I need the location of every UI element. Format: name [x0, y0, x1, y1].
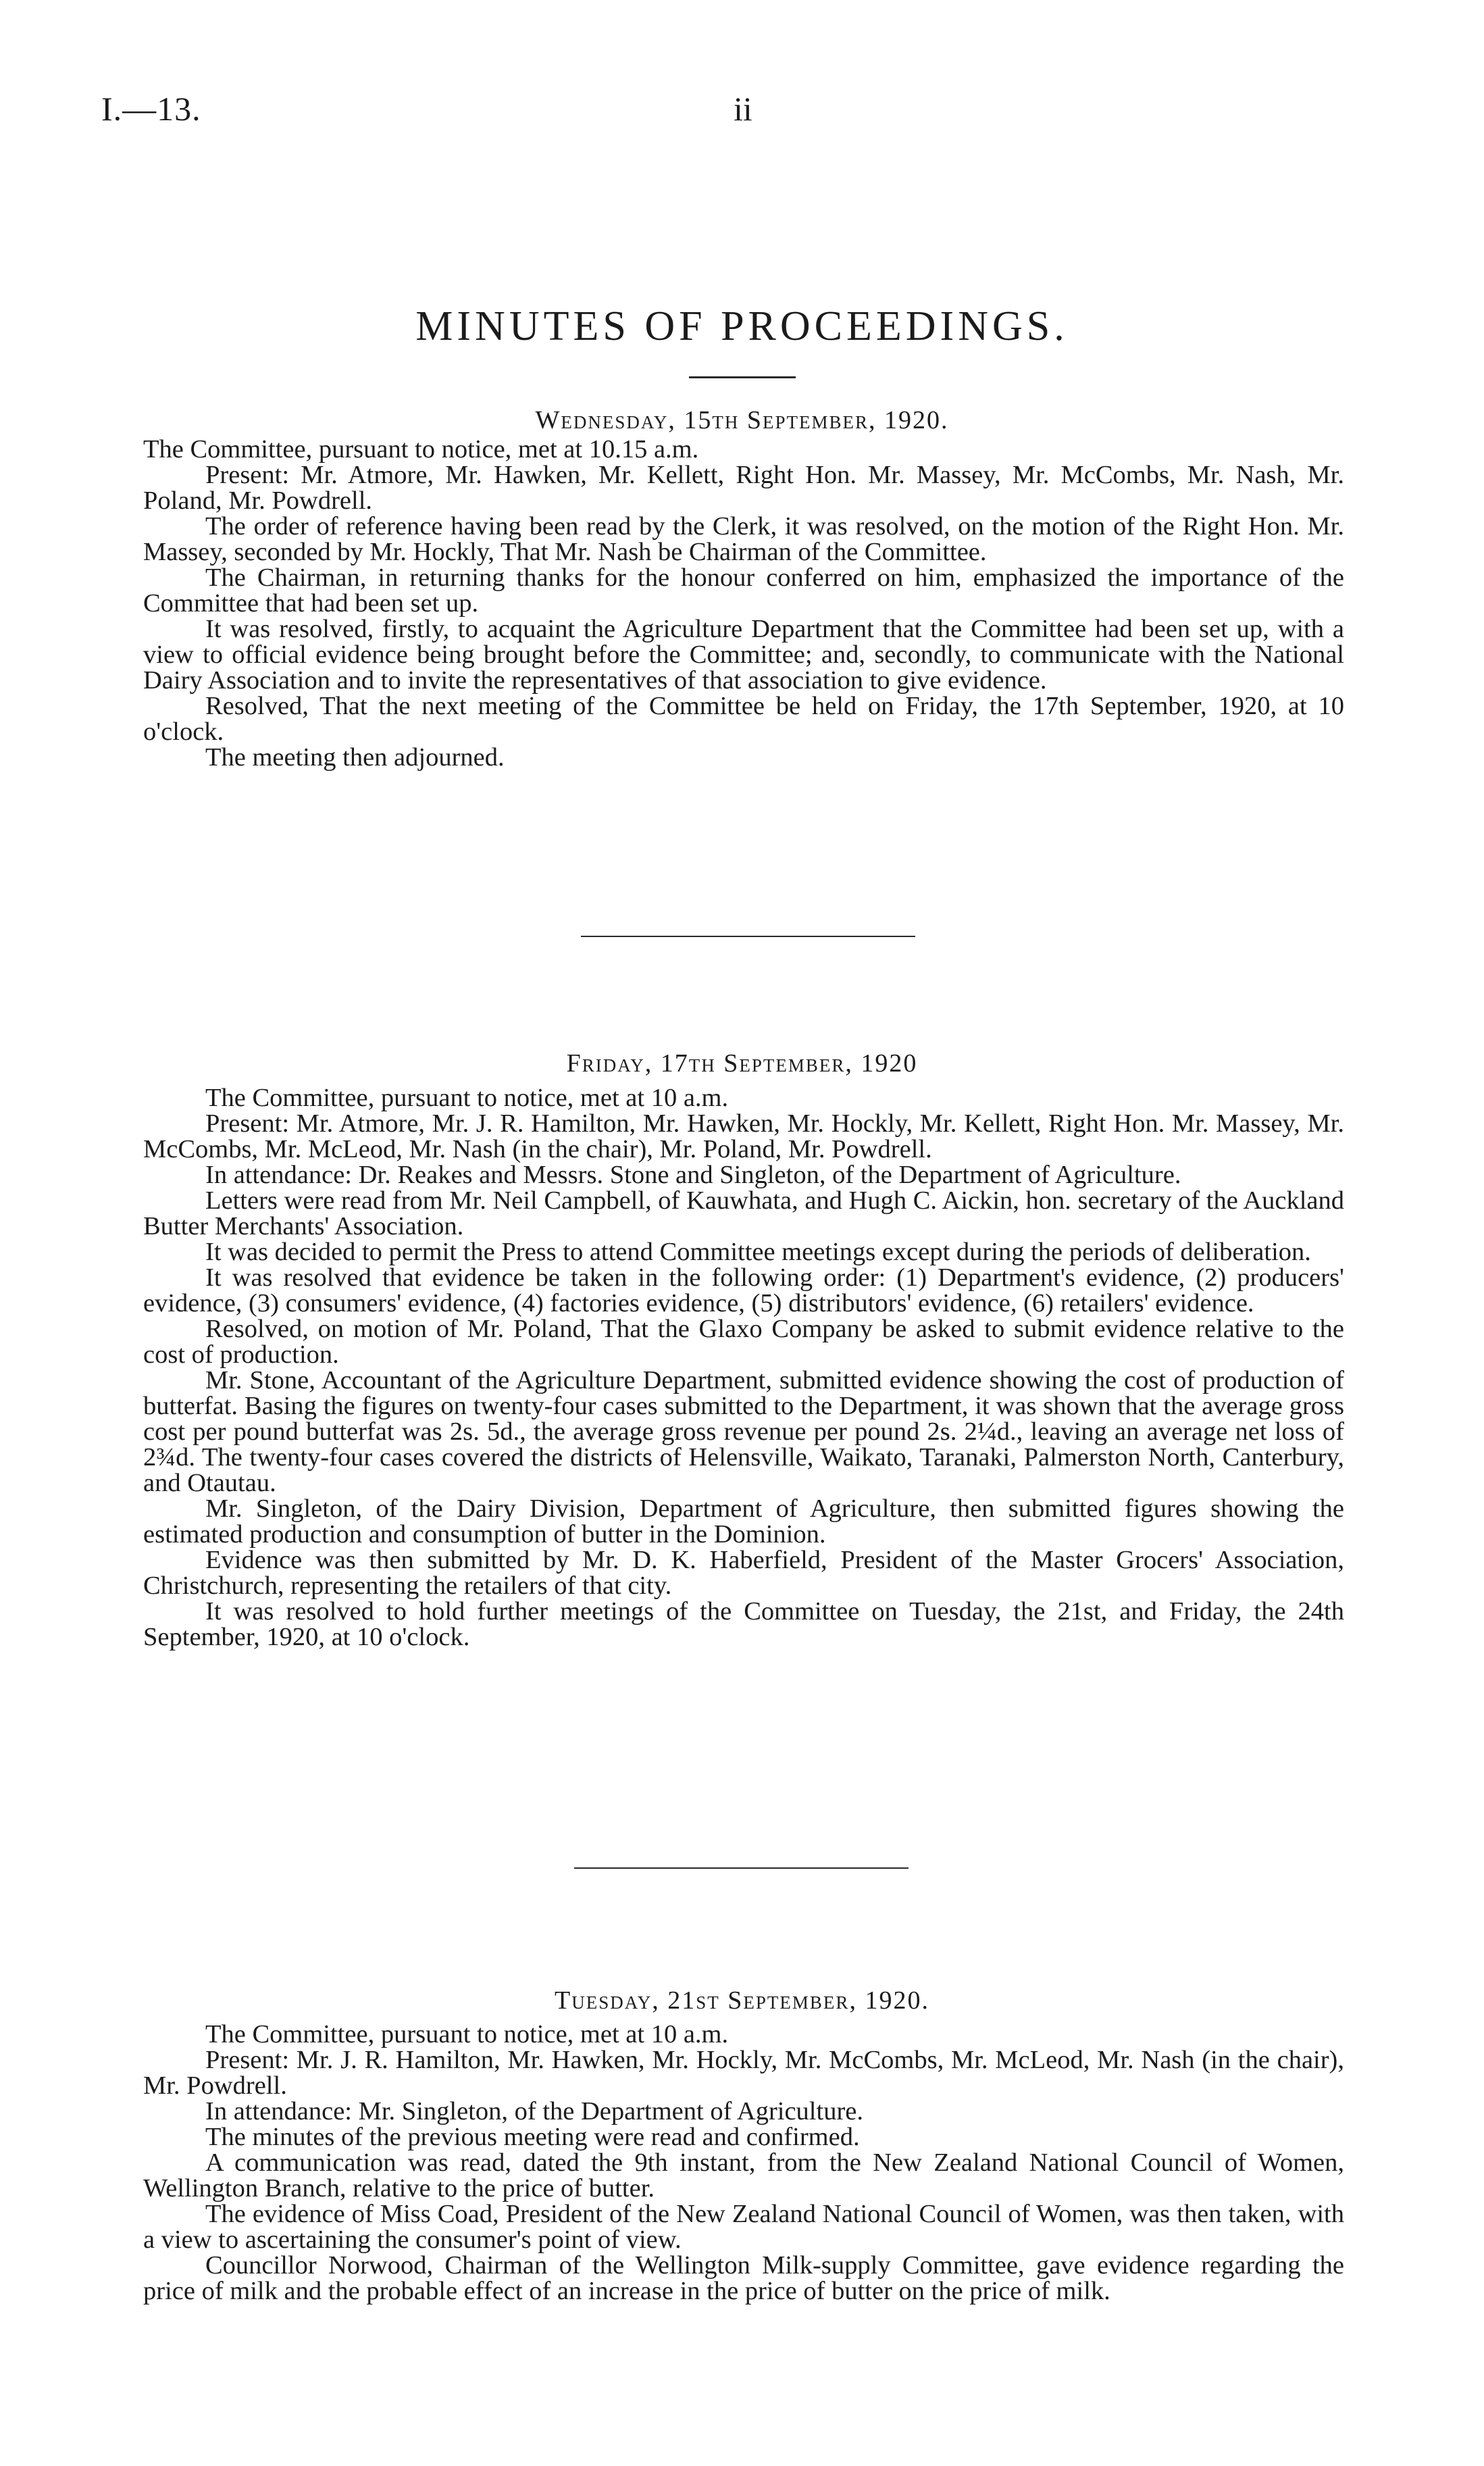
paragraph: Mr. Stone, Accountant of the Agriculture Department, submitted evidence showing the cost of production of butterfat. Basing the figures on twenty-four cases submitted to the Department, it was shown that the average gross cost per pound butterfat was 2s. 5d., the average gross revenue per pound 2s. 2¼d., leaving an average net loss of 2¾d. The twenty-four cases covered the districts of Helensville, Waikato, Taranaki, Palmerston North, Canterbury, and Otautau.: [143, 1366, 1344, 1497]
paragraph: Present: Mr. J. R. Hamilton, Mr. Hawken, Mr. Hockly, Mr. McCombs, Mr. McLeod, Mr. Nash (in the chair), Mr. Powdrell.: [143, 2046, 1344, 2100]
paragraph: It was decided to permit the Press to attend Committee meetings except during the periods of deliberation.: [205, 1238, 1311, 1266]
paragraph: The minutes of the previous meeting were read and confirmed.: [205, 2123, 860, 2151]
paragraph: Resolved, on motion of Mr. Poland, That the Glaxo Company be asked to submit evidence relative to the cost of production.: [143, 1315, 1344, 1369]
title-underline: [689, 376, 796, 378]
paragraph: The Chairman, in returning thanks for the honour conferred on him, emphasized the importance of the Committee that had been set up.: [143, 563, 1344, 618]
paragraph: Councillor Norwood, Chairman of the Wellington Milk-supply Committee, gave evidence regarding the price of milk and the probable effect of an increase in the price of butter on the price of milk.: [143, 2251, 1344, 2305]
paragraph: Mr. Singleton, of the Dairy Division, Department of Agriculture, then submitted figures showing the estimated production and consumption of butter in the Dominion.: [143, 1494, 1344, 1549]
section-divider: [574, 1867, 909, 1869]
paragraph: Present: Mr. Atmore, Mr. J. R. Hamilton, Mr. Hawken, Mr. Hockly, Mr. Kellett, Right Hon. Mr. Massey, Mr. McCombs, Mr. McLeod, Mr. Nash (in the chair), Mr. Poland, Mr. Powdrell.: [143, 1109, 1344, 1163]
document-reference: I.—13.: [101, 90, 201, 128]
paragraph: It was resolved, firstly, to acquaint the Agriculture Department that the Committee had been set up, with a view to official evidence being brought before the Committee; and, secondly, to communicate with the National Dairy Association and to invite the representatives of that association to give evidence.: [143, 615, 1344, 695]
paragraph: Resolved, That the next meeting of the Committee be held on Friday, the 17th September, 1920, at 10 o'clock.: [143, 692, 1344, 746]
paragraph: Letters were read from Mr. Neil Campbell, of Kauwhata, and Hugh C. Aickin, hon. secretary of the Auckland Butter Merchants' Association.: [143, 1186, 1345, 1240]
paragraph: The Committee, pursuant to notice, met at 10.15 a.m.: [143, 435, 699, 463]
paragraph: In attendance: Mr. Singleton, of the Department of Agriculture.: [205, 2097, 863, 2125]
paragraph: The meeting then adjourned.: [205, 743, 505, 772]
paragraph: It was resolved to hold further meetings of the Committee on Tuesday, the 21st, and Friday, the 24th September, 1920, at 10 o'clock.: [143, 1597, 1344, 1651]
section-heading-friday: Friday, 17th September, 1920: [566, 1049, 918, 1078]
section-divider: [581, 936, 915, 937]
section-friday: [143, 1085, 1344, 1650]
paragraph: The order of reference having been read by the Clerk, it was resolved, on the motion of the Right Hon. Mr. Massey, seconded by Mr. Hockly, That Mr. Nash be Chairman of the Committee.: [143, 512, 1344, 566]
paragraph: The Committee, pursuant to notice, met at 10 a.m.: [205, 2020, 729, 2048]
page-number: ii: [734, 90, 752, 128]
paragraph: Present: Mr. Atmore, Mr. Hawken, Mr. Kellett, Right Hon. Mr. Massey, Mr. McCombs, Mr. Nash, Mr. Poland, Mr. Powdrell.: [143, 461, 1344, 515]
section-wednesday: [143, 436, 1344, 770]
paragraph: Evidence was then submitted by Mr. D. K. Haberfield, President of the Master Grocers' Association, Christchurch, representing the retailers of that city.: [143, 1546, 1344, 1600]
section-heading-tuesday: Tuesday, 21st September, 1920.: [555, 1986, 929, 2015]
paragraph: A communication was read, dated the 9th instant, from the New Zealand National Council of Women, Wellington Branch, relative to the price of butter.: [143, 2148, 1344, 2203]
section-heading-wednesday: Wednesday, 15th September, 1920.: [535, 406, 949, 434]
section-tuesday: [143, 2021, 1344, 2304]
page-title: MINUTES OF PROCEEDINGS.: [415, 303, 1069, 349]
paragraph: The evidence of Miss Coad, President of the New Zealand National Council of Women, was then taken, with a view to ascertaining the consumer's point of view.: [143, 2200, 1344, 2254]
paragraph: It was resolved that evidence be taken in the following order: (1) Department's evidence, (2) producers' evidence, (3) consumers' evidence, (4) factories evidence, (5) distributors' evidence, (6) retailers' evidence.: [143, 1263, 1344, 1317]
paragraph: The Committee, pursuant to notice, met at 10 a.m.: [205, 1084, 729, 1112]
paragraph: In attendance: Dr. Reakes and Messrs. Stone and Singleton, of the Department of Agriculture.: [205, 1161, 1181, 1189]
